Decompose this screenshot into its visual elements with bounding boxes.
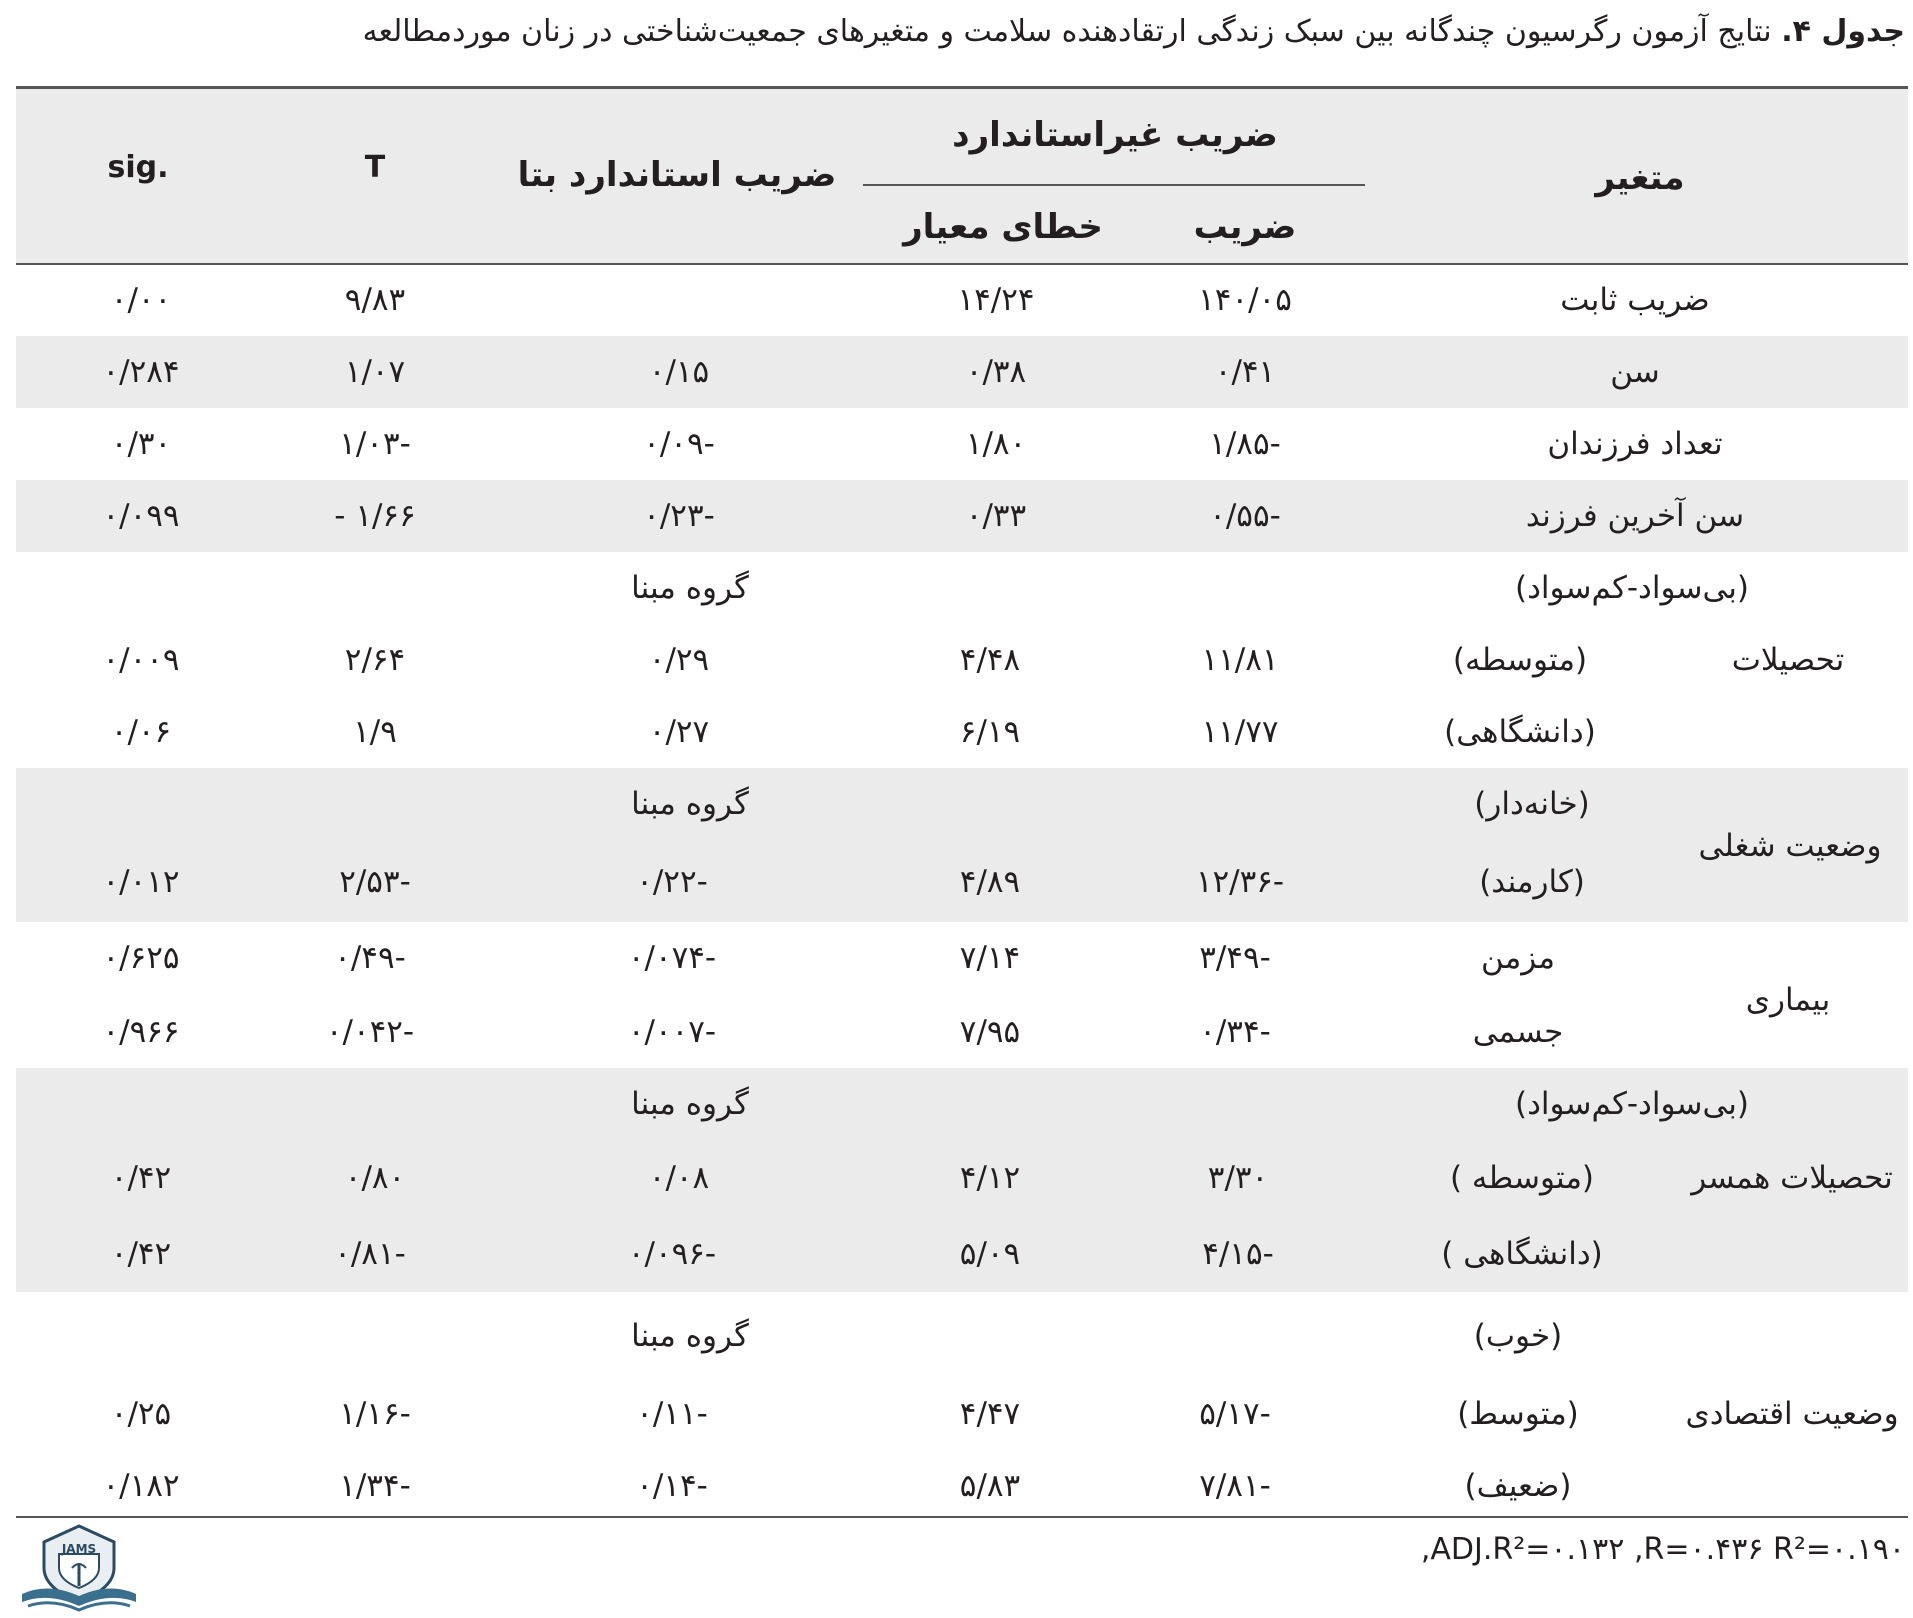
header-coef: ضریب <box>1193 207 1297 247</box>
header-sig: sig. <box>107 150 169 185</box>
cell-t: -۰/۴۹ <box>334 940 406 976</box>
cell-t: ۲/۶۴ <box>344 642 406 678</box>
cell-se: ۴/۴۷ <box>959 1396 1021 1432</box>
cell-coef: ۱۱/۷۷ <box>1201 714 1279 750</box>
header-beta: ضریب استاندارد بتا <box>517 155 837 195</box>
cell-t: ۹/۸۳ <box>344 282 406 318</box>
cell-beta: -۰/۱۱ <box>636 1396 708 1432</box>
cell-sig: ۰/۴۲ <box>110 1236 172 1272</box>
r2-value: R²=۰.۱۹۰ <box>1773 1532 1905 1567</box>
cell-sig: ۰/۰۱۲ <box>102 864 180 900</box>
cell-se: ۱۴/۲۴ <box>957 282 1035 318</box>
row-group-label: وضعیت اقتصادی <box>1685 1396 1899 1432</box>
cell-sig: ۰/۰۰ <box>110 282 172 318</box>
cell-coef: -۳/۴۹ <box>1199 940 1271 976</box>
cell-coef: -۱/۸۵ <box>1209 426 1281 462</box>
cell-beta: -۰/۱۴ <box>636 1468 708 1504</box>
cell-coef: -۵/۱۷ <box>1199 1396 1271 1432</box>
cell-t: -۱/۳۴ <box>339 1468 411 1504</box>
caption-label: جدول ۴. <box>1781 14 1905 49</box>
cell-beta: -۰/۰۹ <box>643 426 715 462</box>
row-label: سن <box>1610 354 1660 390</box>
cell-sig: ۰/۱۸۲ <box>102 1468 180 1504</box>
cell-beta: -۰/۲۲ <box>636 864 708 900</box>
row-label: (خوب) <box>1473 1318 1563 1354</box>
cell-sig: ۰/۲۸۴ <box>102 354 180 390</box>
row-label: سن آخرین فرزند <box>1525 498 1745 534</box>
caption-text: نتایج آزمون رگرسیون چندگانه بین سبک زندگی ارتقادهنده سلامت و متغیرهای جمعیت‌شناختی در زنان موردمطالعه <box>362 14 1772 49</box>
row-label: (بی‌سواد-کم‌سواد) <box>1514 1086 1750 1122</box>
top-rule <box>16 86 1908 89</box>
journal-logo <box>18 1524 140 1614</box>
model-fit-stats <box>1421 1532 1905 1567</box>
cell-se: ۴/۱۲ <box>959 1160 1021 1196</box>
cell-beta: گروه مبنا <box>631 1086 749 1122</box>
cell-sig: ۰/۹۶۶ <box>102 1014 180 1050</box>
cell-beta: -۰/۰۷۴ <box>627 940 717 976</box>
cell-se: ۰/۳۳ <box>965 498 1027 534</box>
cell-beta: -۰/۰۰۷ <box>627 1014 717 1050</box>
cell-beta: گروه مبنا <box>631 786 749 822</box>
header-unstandardized: ضریب غیراستاندارد <box>952 115 1278 155</box>
row-label: (خانه‌دار) <box>1474 786 1590 822</box>
cell-sig: ۰/۰۶ <box>110 714 172 750</box>
cell-beta: ۰/۲۹ <box>648 642 710 678</box>
bottom-rule <box>16 1516 1908 1518</box>
cell-t: ۰/۸۰ <box>344 1160 406 1196</box>
row-label: تعداد فرزندان <box>1547 426 1723 462</box>
row-label: (ضعیف) <box>1464 1468 1572 1504</box>
cell-coef: -۰/۵۵ <box>1209 498 1281 534</box>
cell-sig: ۰/۰۰۹ <box>102 642 180 678</box>
cell-se: ۴/۸۹ <box>959 864 1021 900</box>
cell-beta: -۰/۰۹۶ <box>627 1236 717 1272</box>
header-t: T <box>364 150 386 185</box>
cell-beta: ۰/۱۵ <box>648 354 710 390</box>
cell-sig: ۰/۶۲۵ <box>102 940 180 976</box>
row-label: مزمن <box>1481 940 1555 976</box>
cell-se: ۷/۱۴ <box>959 940 1021 976</box>
header-bottom-rule <box>16 263 1908 265</box>
cell-se: ۵/۸۳ <box>959 1468 1021 1504</box>
cell-t: ۱/۰۷ <box>344 354 406 390</box>
table-caption <box>363 14 1905 49</box>
row-label: (دانشگاهی) <box>1444 714 1596 750</box>
cell-beta: ۰/۰۸ <box>648 1160 710 1196</box>
row-label: (کارمند) <box>1479 864 1585 900</box>
header-variable: متغیر <box>1595 158 1685 198</box>
row-label: جسمی <box>1472 1014 1564 1050</box>
cell-t: -۲/۵۳ <box>339 864 411 900</box>
cell-coef: ۱۴۰/۰۵ <box>1198 282 1292 318</box>
cell-se: ۷/۹۵ <box>959 1014 1021 1050</box>
row-group-label: تحصیلات <box>1731 642 1845 678</box>
cell-sig: ۰/۲۵ <box>110 1396 172 1432</box>
cell-t: -۰/۰۴۲ <box>325 1014 415 1050</box>
row-label: (متوسط) <box>1457 1396 1579 1432</box>
adj-r2: ,ADJ.R²=۰.۱۳۲ <box>1420 1532 1625 1567</box>
cell-se: ۵/۰۹ <box>959 1236 1021 1272</box>
row-label: (دانشگاهی ) <box>1441 1236 1603 1272</box>
cell-beta: -۰/۲۳ <box>643 498 715 534</box>
cell-coef: -۱۲/۳۶ <box>1195 864 1285 900</box>
cell-sig: ۰/۴۲ <box>110 1160 172 1196</box>
cell-t: -۰/۸۱ <box>334 1236 406 1272</box>
row-label: (متوسطه) <box>1452 642 1588 678</box>
cell-beta: گروه مبنا <box>631 570 749 606</box>
cell-se: ۱/۸۰ <box>965 426 1027 462</box>
cell-t: -۱/۰۳ <box>339 426 411 462</box>
logo-graphic <box>18 1524 140 1614</box>
subheader-rule <box>863 184 1365 186</box>
row-label: ضریب ثابت <box>1560 282 1710 318</box>
cell-se: ۶/۱۹ <box>959 714 1021 750</box>
cell-coef: ۱۱/۸۱ <box>1201 642 1279 678</box>
cell-beta: گروه مبنا <box>631 1318 749 1354</box>
cell-sig: ۰/۳۰ <box>110 426 172 462</box>
cell-coef: ۳/۳۰ <box>1207 1160 1269 1196</box>
r-value: ,R=۰.۴۳۶ <box>1633 1532 1764 1567</box>
cell-se: ۰/۳۸ <box>965 354 1027 390</box>
cell-coef: -۰/۳۴ <box>1199 1014 1271 1050</box>
cell-t: -۱/۱۶ <box>339 1396 411 1432</box>
row-group-label: بیماری <box>1745 982 1831 1018</box>
cell-se: ۴/۴۸ <box>959 642 1021 678</box>
row-label: (متوسطه ) <box>1449 1160 1595 1196</box>
cell-coef: -۷/۸۱ <box>1199 1468 1271 1504</box>
row-group-label: وضعیت شغلی <box>1698 828 1882 864</box>
row-label: (بی‌سواد-کم‌سواد) <box>1514 570 1750 606</box>
cell-beta: ۰/۲۷ <box>648 714 710 750</box>
cell-t: ۱/۶۶ - <box>334 498 416 534</box>
cell-coef: -۴/۱۵ <box>1202 1236 1274 1272</box>
cell-sig: ۰/۰۹۹ <box>102 498 180 534</box>
row-group-label: تحصیلات همسر <box>1691 1160 1893 1196</box>
cell-t: ۱/۹ <box>353 714 397 750</box>
header-std-error: خطای معیار <box>903 207 1103 247</box>
cell-coef: ۰/۴۱ <box>1214 354 1276 390</box>
logo-text: JAMS <box>61 1542 97 1556</box>
